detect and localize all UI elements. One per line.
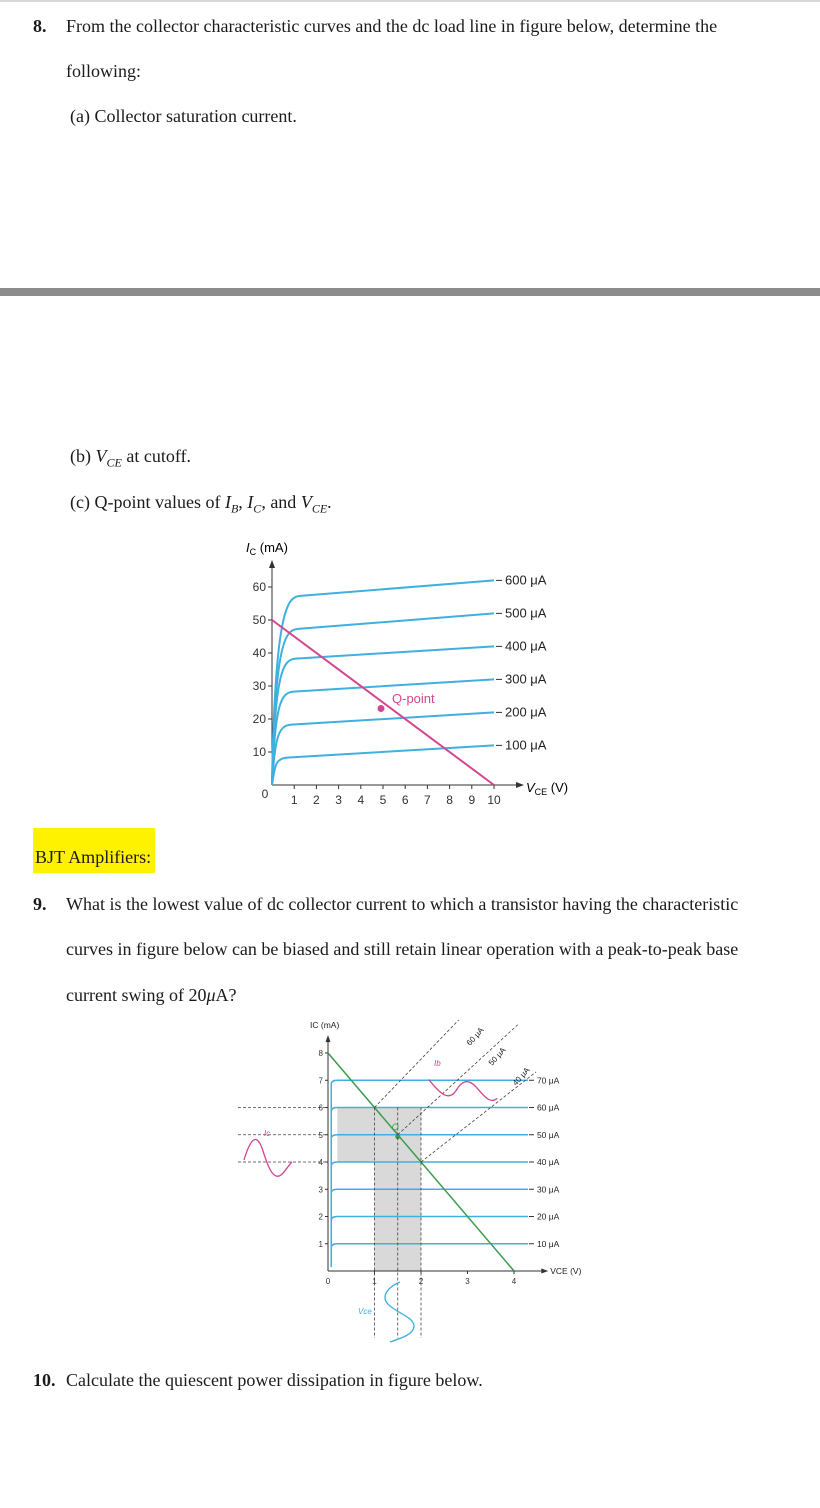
question-8-line-2: following: — [66, 61, 141, 81]
x-tick-label: 0 — [261, 787, 269, 801]
curve-label: 600 μA — [505, 572, 547, 588]
x-tick-label: 10 — [487, 793, 501, 807]
ib-curve — [272, 580, 494, 785]
curve-label: 50 μA — [536, 1129, 560, 1140]
question-8-part-b — [70, 446, 191, 471]
x-tick-label: 1 — [372, 1277, 377, 1286]
part-c-prefix: (c) Q-point values of — [70, 492, 225, 512]
diagonal-ib-label: 40 μA — [510, 1065, 532, 1088]
ib-curve — [272, 679, 494, 785]
ic-waveform — [244, 1139, 292, 1176]
question-10-text: Calculate the quiescent power dissipation in figure below. — [66, 1370, 483, 1390]
part-c-ib: I — [224, 492, 231, 512]
curve-label: 10 μA — [536, 1238, 560, 1249]
curve-label: 500 μA — [505, 605, 547, 621]
section-title: BJT Amplifiers: — [33, 828, 155, 873]
question-10-number: 10. — [33, 1370, 56, 1390]
ib-curve — [331, 1217, 528, 1268]
y-tick-label: 4 — [318, 1158, 323, 1167]
x-tick-label: 4 — [511, 1277, 517, 1286]
y-tick-label: 60 — [252, 580, 266, 594]
q-point-label: Q — [391, 1121, 399, 1132]
x-tick-label: 9 — [468, 793, 476, 807]
question-9-line-2: curves in figure below can be biased and still retain linear operation with a peak-to-peak base — [66, 939, 739, 959]
linear-operation-chart — [230, 1020, 600, 1350]
collector-characteristics-chart — [230, 530, 600, 815]
y-axis-arrow — [326, 1035, 331, 1042]
part-c-sep1: , — [238, 492, 248, 512]
curve-label: 20 μA — [536, 1211, 560, 1222]
part-b-sub: CE — [106, 455, 122, 470]
question-9-line-3 — [66, 985, 237, 1006]
y-tick-label: 30 — [252, 679, 266, 693]
curve-label: 300 μA — [505, 671, 547, 687]
y-tick-label: 50 — [252, 613, 266, 627]
part-c-ic-sub: C — [253, 501, 262, 516]
curve-label: 60 μA — [536, 1102, 560, 1113]
ib-label: Ib — [434, 1059, 441, 1068]
x-tick-label: 7 — [424, 793, 431, 807]
x-tick-label: 6 — [401, 793, 409, 807]
x-axis-label: $V_{CE}$ (V) — [526, 780, 569, 797]
vce-label: Vce — [358, 1307, 372, 1316]
question-9-number: 9. — [33, 894, 47, 914]
part-b-var: V — [95, 446, 107, 466]
question-8-part-a: (a) Collector saturation current. — [70, 106, 297, 126]
x-tick-label: 2 — [313, 793, 320, 807]
part-b-suffix: at cutoff. — [121, 446, 191, 466]
part-c-vce: V — [300, 492, 312, 512]
y-axis-label: $I_C$ (mA) — [246, 540, 288, 557]
part-b-prefix: (b) — [70, 446, 96, 466]
y-tick-label: 3 — [318, 1185, 323, 1195]
diagonal-ib-label: 60 μA — [464, 1025, 486, 1048]
y-tick-label: 40 — [252, 646, 266, 660]
curve-label: 70 μA — [536, 1075, 560, 1086]
x-tick-label: 8 — [446, 793, 453, 807]
y-tick-label: 10 — [252, 745, 266, 759]
x-tick-label: 1 — [290, 793, 298, 807]
part-c-ic: I — [247, 492, 254, 512]
x-axis-arrow — [541, 1269, 548, 1274]
q9-mu: μ — [206, 985, 216, 1005]
curve-label: 40 μA — [536, 1157, 560, 1167]
y-axis-arrow — [269, 560, 275, 568]
y-tick-label: 2 — [318, 1212, 323, 1222]
curve-label: 30 μA — [536, 1184, 560, 1195]
x-axis-arrow — [516, 782, 524, 788]
ib-curve — [331, 1244, 528, 1267]
x-tick-label: 3 — [335, 793, 342, 807]
x-tick-label: 3 — [465, 1277, 470, 1286]
ib-curve — [272, 745, 494, 785]
x-tick-label: 4 — [357, 793, 365, 807]
page-divider — [0, 288, 820, 296]
question-8-line-1: From the collector characteristic curves and the dc load line in figure below, determine the — [66, 16, 718, 36]
curve-label: 200 μA — [505, 704, 547, 720]
part-c-end: . — [327, 492, 332, 512]
q-point-marker — [378, 705, 385, 712]
q-point-label: Q-point — [392, 691, 435, 706]
load-line — [272, 620, 494, 785]
y-tick-label: 6 — [318, 1103, 323, 1113]
y-tick-label: 1 — [318, 1239, 323, 1249]
y-tick-label: 20 — [252, 712, 266, 726]
x-axis-label: VCE (V) — [550, 1266, 582, 1276]
ib-waveform — [429, 1073, 498, 1107]
curve-label: 100 μA — [505, 737, 547, 753]
x-tick-label: 0 — [325, 1277, 331, 1286]
diagonal-ib-label: 50 μA — [486, 1045, 508, 1068]
y-tick-label: 7 — [318, 1076, 323, 1086]
q9-line3-suffix: A? — [215, 985, 237, 1005]
part-c-vce-sub: CE — [311, 501, 328, 516]
y-tick-label: 5 — [318, 1130, 323, 1140]
y-axis-label: IC (mA) — [310, 1020, 340, 1031]
ib-curve — [272, 712, 494, 785]
ib-curve — [272, 646, 494, 785]
x-tick-label: 2 — [418, 1277, 424, 1286]
y-tick-label: 8 — [318, 1049, 323, 1058]
question-8-number: 8. — [33, 16, 47, 36]
curve-label: 400 μA — [505, 638, 547, 654]
question-9-line-1: What is the lowest value of dc collector current to which a transistor having the characteristic — [66, 894, 739, 914]
ib-curve — [331, 1189, 528, 1267]
ib-curve — [331, 1162, 528, 1267]
part-c-ib-sub: B — [230, 501, 239, 516]
q9-line3-prefix: current swing of 20 — [66, 985, 207, 1005]
top-border — [0, 0, 820, 2]
vce-waveform — [385, 1282, 414, 1342]
question-8-part-c — [70, 492, 332, 517]
ic-label: Ic — [264, 1129, 271, 1138]
part-c-sep2: , and — [261, 492, 301, 512]
x-tick-label: 5 — [379, 793, 387, 807]
